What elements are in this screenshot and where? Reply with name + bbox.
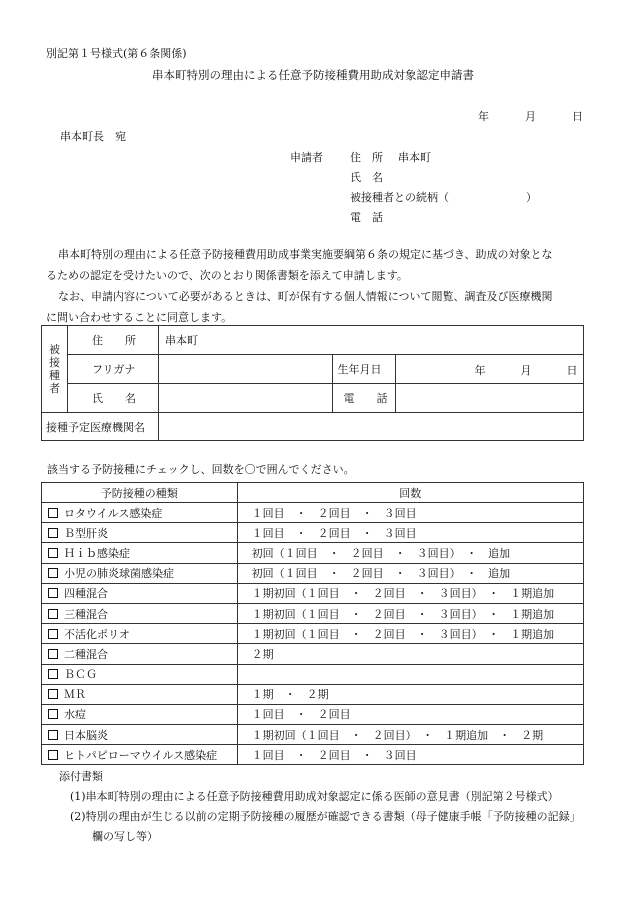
- vaccine-row: [42, 684, 584, 704]
- body-paragraph-1: [46, 245, 590, 286]
- vaccine-row: [42, 644, 584, 664]
- vaccine-checkbox[interactable]: [48, 709, 58, 719]
- vaccine-checkbox[interactable]: [48, 609, 58, 619]
- vaccine-row: [42, 745, 584, 765]
- applicant-address-label: 住 所: [350, 151, 383, 164]
- applicant-relation-label: 被接種者との続柄（ ）: [350, 191, 537, 204]
- vaccine-name: 不活化ポリオ: [64, 627, 130, 641]
- para1-line2: るための認定を受けたいので、次のとおり関係書類を添えて申請します。: [46, 268, 408, 282]
- vaccine-type-cell: [42, 543, 238, 563]
- vaccine-checkbox[interactable]: [48, 548, 58, 558]
- vaccine-count[interactable]: １回目 ・ ２回目 ・ ３回目: [237, 503, 583, 523]
- vaccine-row: [42, 664, 584, 684]
- vaccine-row: [42, 503, 584, 523]
- addressee: 串本町長 宛: [60, 130, 126, 143]
- vaccine-row: [42, 624, 584, 644]
- applicant-name-label: 氏 名: [350, 171, 383, 184]
- vaccine-count[interactable]: ２期: [237, 644, 583, 664]
- vaccine-type-cell: [42, 503, 238, 523]
- body-paragraph-2: [46, 287, 590, 328]
- vaccine-name: Ｂ型肝炎: [64, 526, 108, 540]
- vaccine-name: ＢＣＧ: [64, 668, 97, 682]
- attachment-item-2-line1: (2)特別の理由が生じる以前の定期予防接種の履歴が確認できる書類（母子健康手帳「予防接種の記録」: [70, 810, 581, 823]
- para2-line1: なお、申請内容について必要があるときは、町が保有する個人情報について閲覧、調査及び医療機関: [58, 290, 553, 303]
- vaccine-col-count-header: 回数: [237, 483, 583, 503]
- vaccine-name: ＭＲ: [64, 688, 86, 702]
- recipient-phone-label: 電 話: [333, 384, 396, 413]
- vaccine-count[interactable]: [237, 664, 583, 684]
- recipient-furigana-field[interactable]: [158, 355, 333, 384]
- birth-year: 年: [474, 364, 486, 377]
- vaccine-checkbox[interactable]: [48, 750, 58, 760]
- vaccine-type-cell: [42, 603, 238, 623]
- vaccine-count[interactable]: １期初回（１回目 ・ ２回目 ・ ３回目） ・ １期追加: [237, 583, 583, 603]
- vaccine-count[interactable]: １期初回（１回目 ・ ２回目 ・ ３回目） ・ １期追加: [237, 624, 583, 644]
- recipient-address-value: 串本町: [158, 326, 583, 355]
- vaccine-count[interactable]: 初回（１回目 ・ ２回目 ・ ３回目） ・ 追加: [237, 563, 583, 583]
- recipient-furigana-label: フリガナ: [67, 355, 158, 384]
- vaccine-checkbox[interactable]: [48, 669, 58, 679]
- applicant-phone-label: 電 話: [350, 211, 383, 224]
- vaccine-type-cell: [42, 704, 238, 724]
- vaccine-checkbox[interactable]: [48, 629, 58, 639]
- vaccine-type-cell: [42, 644, 238, 664]
- vaccine-count[interactable]: １期初回（１回目 ・ ２回目 ・ ３回目） ・ １期追加: [237, 603, 583, 623]
- vaccine-checkbox[interactable]: [48, 528, 58, 538]
- recipient-phone-field[interactable]: [396, 384, 584, 413]
- vaccine-checkbox[interactable]: [48, 689, 58, 699]
- vaccine-count[interactable]: １回目 ・ ２回目 ・ ３回目: [237, 745, 583, 765]
- recipient-address-label: 住 所: [67, 326, 158, 355]
- recipient-name-label: 氏 名: [67, 384, 158, 413]
- vaccine-type-cell: [42, 563, 238, 583]
- vaccine-type-cell: [42, 664, 238, 684]
- vaccine-row: [42, 523, 584, 543]
- attachment-item-1: (1)串本町特別の理由による任意予防接種費用助成対象認定に係る医師の意見書（別記第２号様式）: [70, 790, 559, 803]
- vaccine-type-cell: [42, 684, 238, 704]
- vaccine-checkbox[interactable]: [48, 730, 58, 740]
- vaccine-count[interactable]: １期 ・ ２期: [237, 684, 583, 704]
- vaccine-type-cell: [42, 745, 238, 765]
- birth-day: 日: [566, 364, 578, 377]
- vaccine-row: [42, 543, 584, 563]
- recipient-clinic-field[interactable]: [158, 413, 583, 441]
- vaccine-name: ロタウイルス感染症: [64, 506, 163, 520]
- vaccine-checkbox[interactable]: [48, 568, 58, 578]
- vaccine-type-cell: [42, 523, 238, 543]
- attachments-heading: 添付書類: [59, 770, 103, 783]
- vaccine-name: 二種混合: [64, 647, 108, 661]
- vaccine-type-cell: [42, 624, 238, 644]
- vaccine-checkbox[interactable]: [48, 649, 58, 659]
- vaccine-name: 水痘: [64, 708, 86, 722]
- recipient-table: [41, 325, 584, 441]
- vaccine-row: [42, 563, 584, 583]
- date-year: 年: [478, 110, 489, 123]
- form-number: 別記第１号様式(第６条関係): [46, 47, 187, 60]
- vaccine-instruction: 該当する予防接種にチェックし、回数を〇で囲んでください。: [47, 463, 355, 476]
- vaccine-row: [42, 704, 584, 724]
- vaccine-count[interactable]: １期初回（１回目 ・ ２回目） ・ １期追加 ・ ２期: [237, 725, 583, 745]
- birth-month: 月: [520, 364, 532, 377]
- vaccine-row: [42, 603, 584, 623]
- vaccine-col-type-header: 予防接種の種類: [42, 483, 238, 503]
- vaccine-count[interactable]: １回目 ・ ２回目: [237, 704, 583, 724]
- vaccine-name: 小児の肺炎球菌感染症: [64, 567, 174, 581]
- date-day: 日: [572, 110, 583, 123]
- vaccine-type-cell: [42, 725, 238, 745]
- date-month: 月: [525, 110, 536, 123]
- recipient-birth-field[interactable]: [396, 355, 584, 384]
- vaccine-name: 三種混合: [64, 607, 108, 621]
- vaccine-checkbox[interactable]: [48, 588, 58, 598]
- recipient-clinic-label: 接種予定医療機関名: [42, 413, 159, 441]
- vaccine-name: ヒトパピローマウイルス感染症: [64, 748, 218, 762]
- vaccine-table: [41, 482, 584, 765]
- vaccine-count[interactable]: 初回（１回目 ・ ２回目 ・ ３回目） ・ 追加: [237, 543, 583, 563]
- recipient-side-label: 被 接 種 者: [42, 326, 68, 413]
- applicant-address-value: 串本町: [398, 151, 431, 164]
- vaccine-name: Ｈｉｂ感染症: [64, 546, 130, 560]
- vaccine-row: [42, 583, 584, 603]
- vaccine-name: 日本脳炎: [64, 728, 108, 742]
- para1-line1: 串本町特別の理由による任意予防接種費用助成事業実施要綱第６条の規定に基づき、助成の対象とな: [58, 248, 553, 261]
- form-title: 串本町特別の理由による任意予防接種費用助成対象認定申請書: [152, 68, 474, 82]
- applicant-label: 申請者: [290, 151, 323, 164]
- recipient-birth-label: 生年月日: [333, 355, 396, 384]
- vaccine-checkbox[interactable]: [48, 508, 58, 518]
- vaccine-name: 四種混合: [64, 587, 108, 601]
- vaccine-count[interactable]: １回目 ・ ２回目 ・ ３回目: [237, 523, 583, 543]
- para2-line2: に問い合わせすることに同意します。: [46, 310, 233, 324]
- vaccine-type-cell: [42, 583, 238, 603]
- recipient-name-field[interactable]: [158, 384, 333, 413]
- vaccine-row: [42, 725, 584, 745]
- attachment-item-2-line2: 欄の写し等）: [92, 830, 158, 843]
